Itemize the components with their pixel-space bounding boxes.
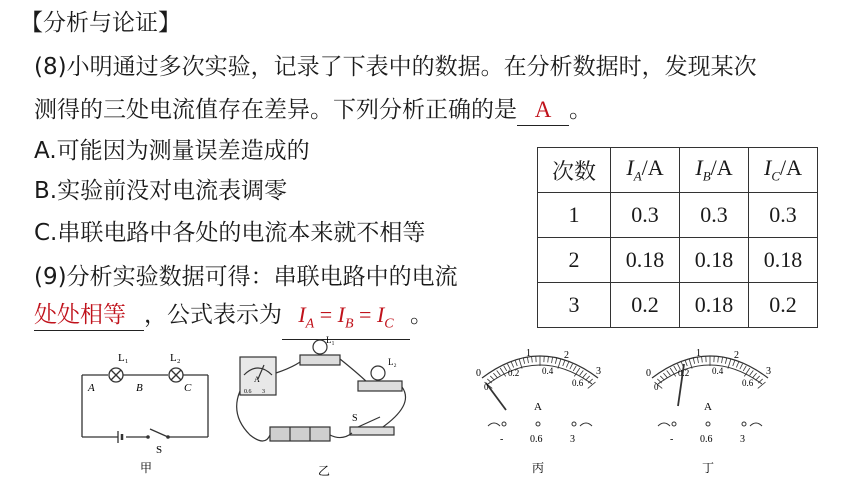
header-ic: $I_C/A$ [749,148,818,193]
dial-tick [493,373,497,378]
dial-tick [736,362,738,368]
dial-tick [733,360,735,366]
svg-text:0.6: 0.6 [572,378,584,388]
bulb-l1-icon [313,340,327,354]
data-table [537,147,818,328]
table-row: 1 0.3 0.3 0.3 [538,193,818,238]
label-l2: L₂ [170,352,181,364]
svg-text:3: 3 [596,366,601,377]
q8-line1: (8)小明通过多次实验，记录了下表中的数据。在分析数据时，发现某次 [34,54,757,80]
label-s: S [156,444,163,456]
dial-tick [570,364,573,369]
label-a: A [88,382,95,394]
dial-tick [563,360,565,366]
q8-answer-blank: A [517,95,569,126]
svg-text:0.6: 0.6 [530,434,543,445]
q8-option-c: C.串联电路中各处的电流本来就不相等 [34,220,426,246]
figure-yi-wiring [230,335,420,480]
svg-text:-: - [500,434,504,445]
dial-tick [588,382,596,388]
dial-tick [566,362,568,368]
svg-text:0.6: 0.6 [244,389,252,395]
q9-line2: 处处相等 ，公式表示为 $I_A = I_B = I_C$ 。 [34,300,433,340]
formula: $I_A = I_B = I_C$ [298,302,394,332]
dial-tick [674,366,677,371]
dial-tick [532,356,533,362]
dial-tick [740,364,743,369]
battery-icon [270,427,330,441]
dial-tick [753,373,757,378]
dial-tick [667,370,671,375]
figure-ding-dial [640,338,780,480]
dial-tick [573,366,576,371]
dial-tick [586,376,590,380]
caption-bing: 丙 [532,461,545,475]
svg-text:0: 0 [646,368,651,379]
svg-text:A: A [254,375,260,384]
svg-text:3: 3 [262,389,265,395]
dial-tick [552,357,553,363]
dial-tick [490,376,494,380]
caption-ding: 丁 [702,461,715,475]
dial-tick [685,360,687,366]
table-header-row [538,148,818,193]
svg-text:2: 2 [564,350,569,361]
label-s: S [352,413,358,424]
svg-text:-: - [670,434,674,445]
svg-text:0.6: 0.6 [742,378,754,388]
dial-tick [515,360,517,366]
dial-tick [497,370,501,375]
header-ia: $I_A/A$ [611,148,680,193]
figure-bing-dial [470,338,610,480]
dial-tick [702,356,703,362]
dial-tick [583,373,587,378]
svg-text:0.2: 0.2 [678,368,690,378]
svg-text:3: 3 [766,366,771,377]
dial-tick [548,356,549,362]
q8-option-a: A.可能因为测量误差造成的 [34,138,310,164]
svg-text:1: 1 [526,348,531,359]
switch-pivot [146,435,150,439]
dial-tick [523,358,524,364]
q8-option-b: B.实验前没对电流表调零 [34,178,288,204]
label-l1: L₁ [118,352,129,364]
dial-tick [758,382,766,388]
svg-text:0.4: 0.4 [712,366,724,376]
svg-text:1: 1 [696,348,701,359]
label-c: C [184,382,192,394]
dial-tick [750,370,754,375]
dial-tick [725,358,726,364]
dial-tick [743,366,746,371]
svg-text:3: 3 [570,434,575,445]
dial-tick [756,376,760,380]
dial-tick [718,356,719,362]
q8-line2: 测得的三处电流值存在差异。下列分析正确的是 A 。 [34,95,592,126]
q9-line1: (9)分析实验数据可得：串联电路中的电流 [34,264,458,290]
dial-tick [555,358,556,364]
label-l2: L₂ [388,357,397,367]
q9-answer-blank: 处处相等 [34,300,144,331]
dial-tick [693,358,694,364]
table-row: 2 0.18 0.18 0.18 [538,238,818,283]
figure-jia-circuit [78,345,218,475]
section-header: 【分析与论证】 [20,10,181,36]
svg-text:0.2: 0.2 [508,368,520,378]
dial-tick [663,373,667,378]
svg-text:0: 0 [484,382,489,392]
header-ib: $I_B/A$ [680,148,749,193]
unit-label: A [534,401,542,413]
label-l1: L₁ [326,335,335,345]
dial-tick [660,376,664,380]
svg-text:0.6: 0.6 [700,434,713,445]
dial-tick [511,362,513,368]
dial-tick [722,357,723,363]
unit-label: A [704,401,712,413]
svg-text:0: 0 [654,382,659,392]
svg-text:3: 3 [740,434,745,445]
dial-tick [504,366,507,371]
svg-text:0.4: 0.4 [542,366,554,376]
header-count: 次数 [538,148,611,193]
caption-jia: 甲 [140,461,153,475]
dial-tick [580,370,584,375]
svg-text:0: 0 [476,368,481,379]
caption-yi: 乙 [318,464,331,478]
needle [486,383,506,410]
table-row: 3 0.2 0.18 0.2 [538,283,818,328]
label-b: B [136,382,143,394]
bulb-l2-icon [371,366,385,380]
svg-text:2: 2 [734,350,739,361]
switch-icon [350,427,394,435]
